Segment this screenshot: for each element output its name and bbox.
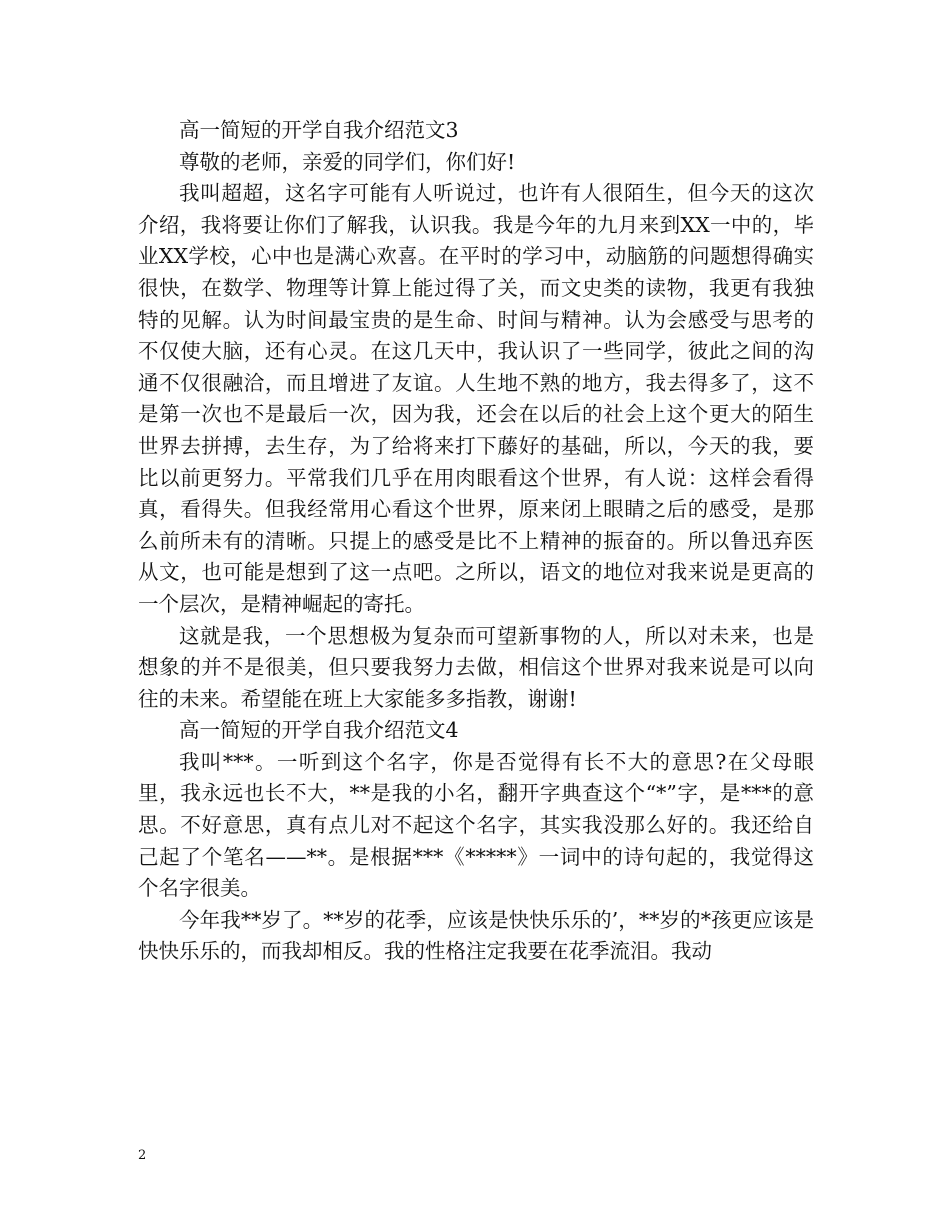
greeting-paragraph: 尊敬的老师，亲爱的同学们，你们好! [179, 149, 516, 174]
document-body [138, 115, 814, 968]
section-heading-4: 高一简短的开学自我介绍范文4 [179, 718, 459, 743]
section-heading-3: 高一简短的开学自我介绍范文3 [179, 118, 459, 142]
body-paragraph: 我叫***。一听到这个名字，你是否觉得有长不大的意思?在父母眼里，我永远也长不大，**是我的小名，翻开字典查这个“*”字，是***的意思。不好意思，真有点儿对不起这个名字，其实我没那么好的。我还给自己起了个笔名——**。是根据***《*****》一词中的诗句起的，我觉得这个名字很美。 [138, 749, 814, 901]
body-paragraph: 今年我**岁了。**岁的花季，应该是快快乐乐的’，**岁的*孩更应该是快快乐乐的，而我却相反。我的性格注定我要在花季流泪。我动 [138, 907, 814, 964]
closing-paragraph: 这就是我，一个思想极为复杂而可望新事物的人，所以对未来，也是想象的并不是很美，但只要我努力去做，相信这个世界对我来说是可以向往的未来。希望能在班上大家能多多指教，谢谢! [138, 623, 814, 711]
page-number: 2 [138, 1148, 147, 1163]
body-paragraph: 我叫超超，这名字可能有人听说过，也许有人很陌生，但今天的这次介绍，我将要让你们了解我，认识我。我是今年的九月来到XX一中的，毕业XX学校，心中也是满心欢喜。在平时的学习中，动脑筋的问题想得确实很快，在数学、物理等计算上能过得了关，而文史类的读物，我更有我独特的见解。认为时间最宝贵的是生命、时间与精神。认为会感受与思考的不仅使大脑，还有心灵。在这几天中，我认识了一些同学，彼此之间的沟通不仅很融洽，而且增进了友谊。人生地不熟的地方，我去得多了，这不是第一次也不是最后一次，因为我，还会在以后的社会上这个更大的陌生世界去拼搏，去生存，为了给将来打下藤好的基础，所以，今天的我，要比以前更努力。平常我们几乎在用肉眼看这个世界，有人说：这样会看得真，看得失。但我经常用心看这个世界，原来闭上眼睛之后的感受，是那么前所未有的清晰。只提上的感受是比不上精神的振奋的。所以鲁迅弃医从文，也可能是想到了这一点吧。之所以，语文的地位对我来说是更高的一个层次，是精神崛起的寄托。 [138, 181, 814, 616]
